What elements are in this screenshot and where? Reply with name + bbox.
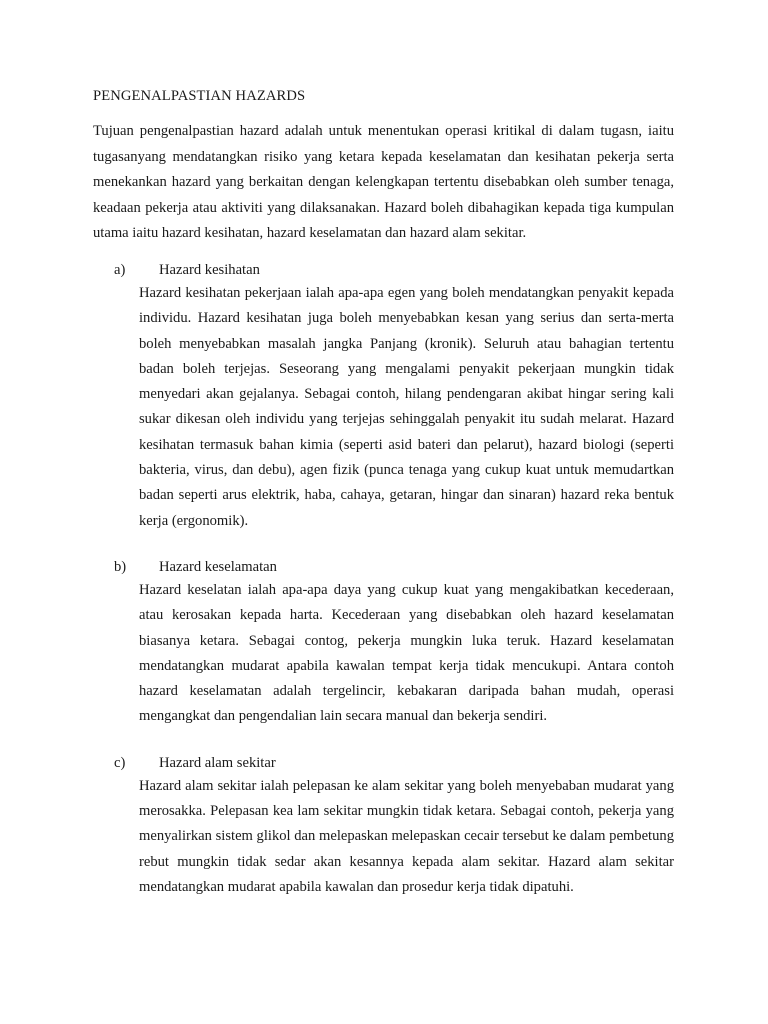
section-marker: b) xyxy=(114,558,127,575)
section-heading: Hazard keselamatan xyxy=(159,558,277,575)
document-title: PENGENALPASTIAN HAZARDS xyxy=(93,88,306,104)
section-heading-row xyxy=(93,258,674,283)
section-heading-row xyxy=(93,751,674,776)
section-hazard-kesihatan xyxy=(93,258,674,534)
section-body: Hazard keselatan ialah apa-apa daya yang cukup kuat yang mengakibatkan kecederaan, atau kerosakan kepada harta. Kecederaan yang disebabkan oleh hazard keselamatan biasanya ketara. Sebagai contog, pekerja mungkin luka teruk. Hazard keselamatan mendatangkan mudarat apabila kawalan tempat kerja tidak mencukupi. Antara contoh hazard keselamatan adalah tergelincir, kebakaran daripada bahan mudah, operasi mengangkat dan pengendalian lain secara manual dan bekerja sendiri. xyxy=(139,581,674,725)
section-heading: Hazard alam sekitar xyxy=(159,754,276,771)
intro-paragraph: Tujuan pengenalpastian hazard adalah untuk menentukan operasi kritikal di dalam tugasn, iaitu tugasanyang mendatangkan risiko yang ketara kepada keselamatan dan kesihatan pekerja serta menekankan hazard yang berkaitan dengan kelengkapan tertentu disebabkan oleh sumber tenaga, keadaan pekerja atau aktiviti yang dilaksanakan. Hazard boleh dibahagikan kepada tiga kumpulan utama iaitu hazard kesihatan, hazard keselamatan dan hazard alam sekitar. xyxy=(93,123,674,242)
section-hazard-alam-sekitar xyxy=(93,751,674,900)
section-marker: c) xyxy=(114,754,126,771)
section-marker: a) xyxy=(114,261,126,278)
section-hazard-keselamatan xyxy=(93,555,674,730)
section-heading: Hazard kesihatan xyxy=(159,261,260,278)
section-body: Hazard kesihatan pekerjaan ialah apa-apa egen yang boleh mendatangkan penyakit kepada individu. Hazard kesihatan juga boleh menyebabkan kesan yang serius dan serta-merta boleh menyebabkan masalah jangka Panjang (kronik). Seluruh atau bahagian tertentu badan boleh terjejas. Seseorang yang mengalami penyakit pekerjaan mungkin tidak menyedari akan gejalanya. Sebagai contoh, hilang pendengaran akibat hingar sering kali sukar dikesan oleh individu yang terjejas sehinggalah penyakit itu sudah melarat. Hazard kesihatan termasuk bahan kimia (seperti asid bateri dan pelarut), hazard biologi (seperti bakteria, virus, dan debu), agen fizik (punca tenaga yang cukup kuat untuk memudartkan badan seperti arus elektrik, haba, cahaya, getaran, hingar dan sinaran) hazard reka bentuk kerja (ergonomik). xyxy=(139,284,674,529)
section-heading-row xyxy=(93,555,674,580)
section-body: Hazard alam sekitar ialah pelepasan ke alam sekitar yang boleh menyebaban mudarat yang merosakka. Pelepasan kea lam sekitar mungkin tidak ketara. Sebagai contoh, pekerja yang menyalirkan sistem glikol dan melepaskan melepaskan cecair tersebut ke dalam pembetung rebut mungkin tidak sedar akan kesannya kepada alam sekitar. Hazard alam sekitar mendatangkan mudarat apabila kawalan dan prosedur kerja tidak dipatuhi. xyxy=(139,777,674,895)
